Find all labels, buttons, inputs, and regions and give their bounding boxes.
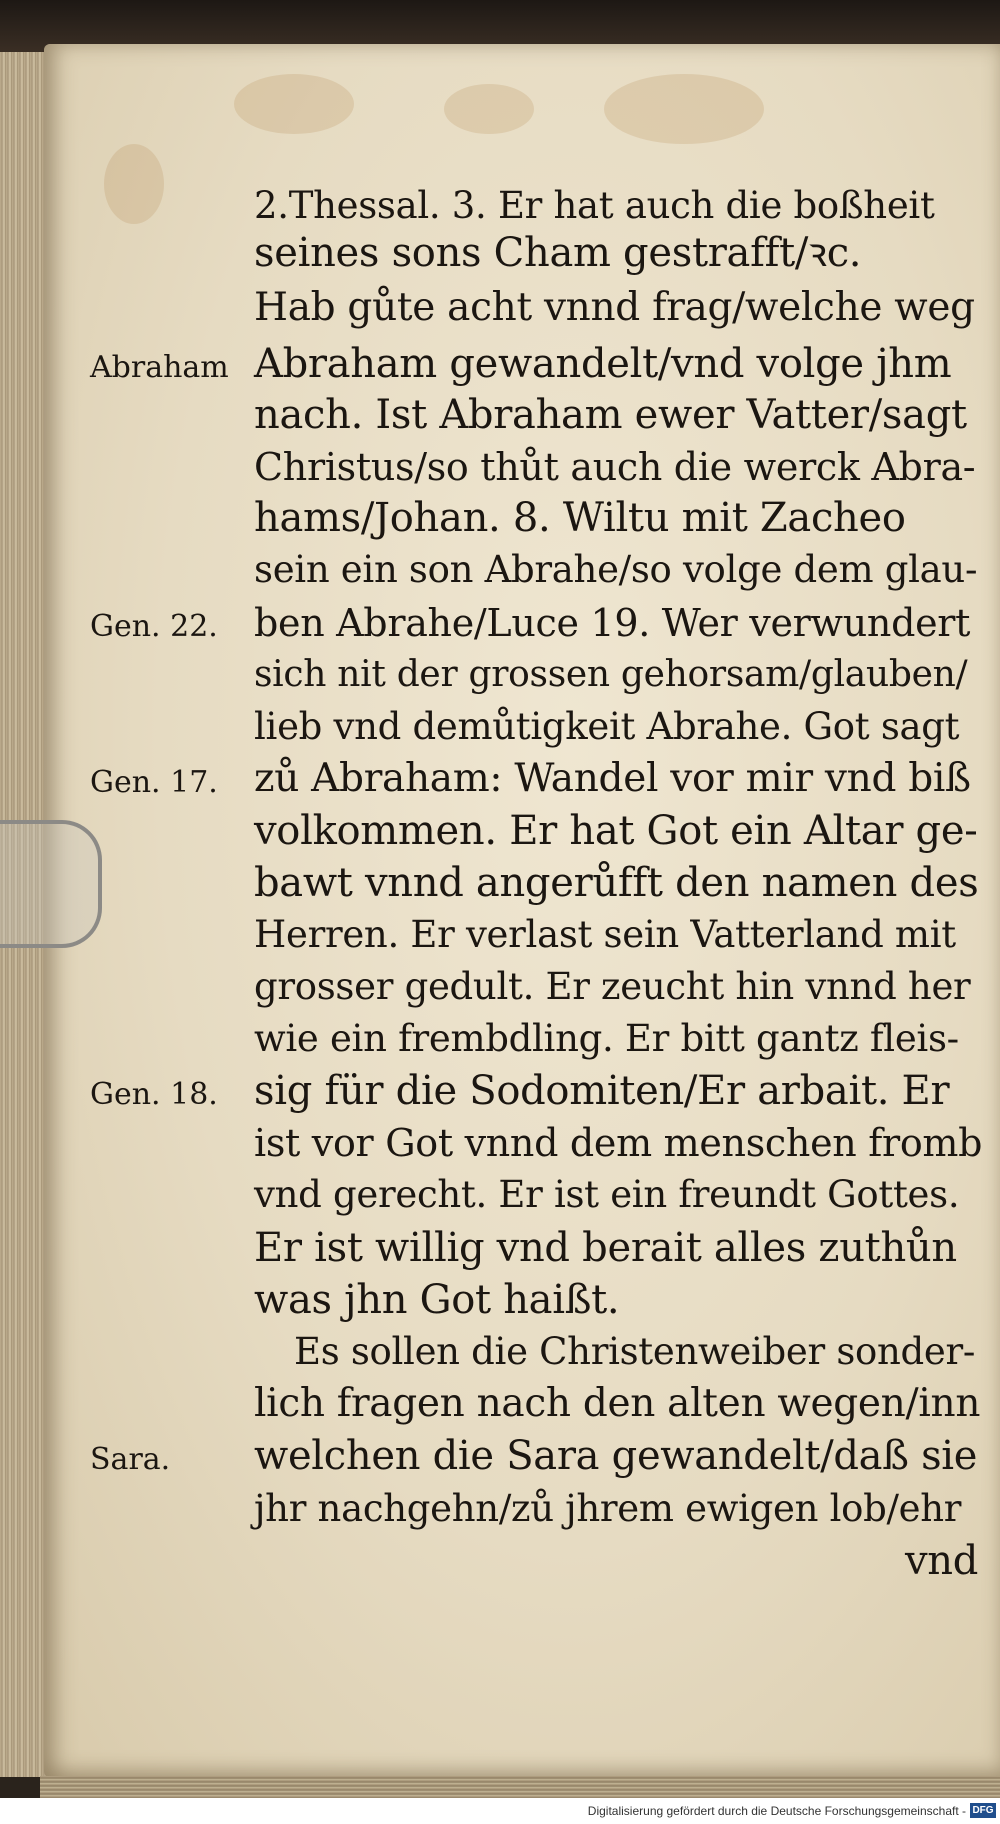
- text-line-16: grosser gedult. Er zeucht hin vnnd her: [254, 965, 971, 1008]
- book-bottom-edge: [40, 1776, 1000, 1798]
- text-line-7: hams/Johan. 8. Wiltu mit Zacheo: [254, 495, 906, 541]
- text-line-19: ist vor Got vnnd dem menschen fromb: [254, 1121, 983, 1165]
- text-line-25: welchen die Sara gewandelt/daß sie: [254, 1433, 978, 1479]
- text-line-3: Hab gůte acht vnnd frag/welche weg: [254, 285, 975, 330]
- text-line-14: bawt vnnd angerůfft den namen des: [254, 860, 979, 906]
- text-line-5: nach. Ist Abraham ewer Vatter/sagt: [254, 392, 967, 438]
- text-line-12: zů Abraham: Wandel vor mir vnd biß: [254, 756, 971, 801]
- text-line-1: 2.Thessal. 3. Er hat auch die boßheit: [254, 184, 935, 227]
- margin-note-gen-18: Gen. 18.: [90, 1077, 218, 1112]
- text-line-10: sich nit der grossen gehorsam/glauben/: [254, 654, 968, 695]
- paper-stain: [604, 74, 764, 144]
- text-line-9: ben Abrahe/Luce 19. Wer verwundert: [254, 601, 971, 645]
- funding-credit: Digitalisierung gefördert durch die Deutsche Forschungsgemeinschaft -: [587, 1804, 966, 1818]
- text-line-23: Es sollen die Christenweiber sonder-: [294, 1330, 976, 1373]
- paper-stain: [444, 84, 534, 134]
- paper-stain: [104, 144, 164, 224]
- text-line-20: vnd gerecht. Er ist ein freundt Gottes.: [254, 1173, 960, 1216]
- text-line-15: Herren. Er verlast sein Vatterland mit: [254, 913, 956, 956]
- text-line-26: jhr nachgehn/zů jhrem ewigen lob/ehr: [254, 1487, 962, 1530]
- text-line-18: sig für die Sodomiten/Er arbait. Er: [254, 1068, 950, 1114]
- margin-note-abraham: Abraham: [90, 350, 229, 385]
- margin-note-sara: Sara.: [90, 1442, 171, 1477]
- text-line-4: Abraham gewandelt/vnd volge jhm: [254, 341, 952, 387]
- text-line-17: wie ein frembdling. Er bitt gantz fleis-: [254, 1017, 959, 1060]
- text-line-22: was jhn Got haißt.: [254, 1277, 620, 1323]
- digitization-footer: [0, 1798, 1000, 1824]
- page-clip: [0, 820, 102, 948]
- catchword: vnd: [905, 1538, 979, 1584]
- text-line-11: lieb vnd demůtigkeit Abrahe. Got sagt: [254, 705, 960, 748]
- text-line-21: Er ist willig vnd berait alles zuthůn: [254, 1225, 957, 1271]
- text-line-24: lich fragen nach den alten wegen/inn: [254, 1381, 981, 1426]
- text-line-2: seines sons Cham gestrafft/ꝛc.: [254, 230, 862, 276]
- text-line-6: Christus/so thůt auch die werck Abra-: [254, 445, 976, 489]
- margin-note-gen-22: Gen. 22.: [90, 609, 218, 644]
- margin-note-gen-17: Gen. 17.: [90, 765, 218, 800]
- dfg-logo: DFG: [970, 1803, 996, 1818]
- paper-stain: [234, 74, 354, 134]
- text-line-13: volkommen. Er hat Got ein Altar ge-: [254, 808, 978, 854]
- text-line-8: sein ein son Abrahe/so volge dem glau-: [254, 548, 978, 591]
